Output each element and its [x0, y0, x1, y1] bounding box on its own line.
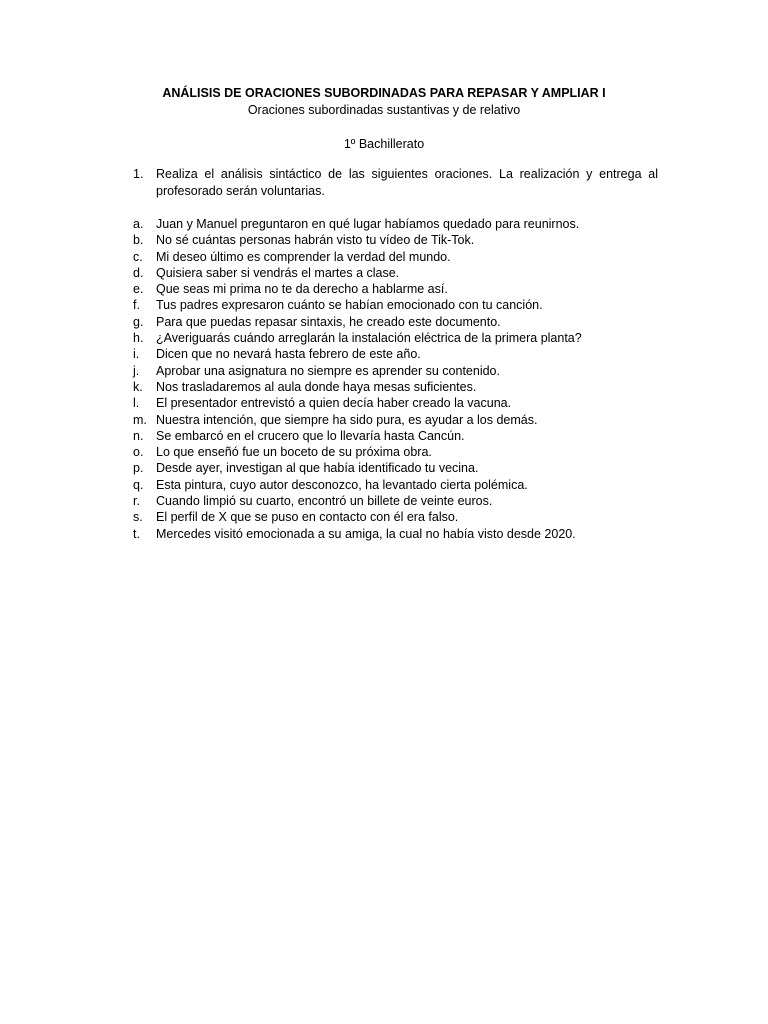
list-item — [133, 346, 658, 362]
list-item-letter: r. — [133, 494, 140, 509]
list-item — [133, 281, 658, 297]
list-item-text: Para que puedas repasar sintaxis, he creado este documento. — [156, 314, 501, 329]
list-item-letter: e. — [133, 282, 144, 297]
list-item-text: Se embarcó en el crucero que lo llevaría hasta Cancún. — [156, 428, 465, 443]
list-item-text: El presentador entrevistó a quien decía haber creado la vacuna. — [156, 396, 512, 411]
list-item-text: El perfil de X que se puso en contacto con él era falso. — [156, 510, 459, 525]
list-item — [133, 477, 658, 493]
document-subtitle: Oraciones subordinadas sustantivas y de relativo — [247, 103, 521, 117]
list-item-letter: p. — [133, 461, 144, 476]
list-item — [133, 444, 658, 460]
list-item-letter: l. — [133, 396, 140, 411]
sentence-list — [133, 216, 658, 542]
list-item-letter: o. — [133, 445, 144, 460]
list-item — [133, 363, 658, 379]
list-item-letter: k. — [133, 379, 143, 394]
list-item — [133, 509, 658, 525]
list-item-letter: g. — [133, 314, 144, 329]
list-item-letter: h. — [133, 331, 144, 346]
list-item-letter: i. — [133, 347, 140, 362]
list-item-text: No sé cuántas personas habrán visto tu vídeo de Tik-Tok. — [156, 233, 475, 248]
list-item-letter: s. — [133, 510, 143, 525]
list-item — [133, 314, 658, 330]
list-item — [133, 428, 658, 444]
list-item-letter: d. — [133, 265, 144, 280]
list-item-text: Quisiera saber si vendrás el martes a clase. — [156, 265, 400, 280]
list-item-text: Juan y Manuel preguntaron en qué lugar habíamos quedado para reunirnos. — [156, 217, 580, 231]
list-item — [133, 249, 658, 265]
list-item-letter: j. — [133, 363, 140, 378]
list-item — [133, 526, 658, 542]
list-item-text: Cuando limpió su cuarto, encontró un billete de veinte euros. — [156, 494, 493, 509]
list-item-letter: m. — [133, 412, 147, 427]
list-item-text: Lo que enseñó fue un boceto de su próxima obra. — [156, 445, 432, 460]
list-item — [133, 297, 658, 313]
document-title: ANÁLISIS DE ORACIONES SUBORDINADAS PARA REPASAR Y AMPLIAR I — [162, 86, 606, 100]
list-item-text: Mercedes visitó emocionada a su amiga, la cual no había visto desde 2020. — [156, 526, 576, 541]
list-item — [133, 412, 658, 428]
list-item-text: Aprobar una asignatura no siempre es aprender su contenido. — [156, 363, 500, 378]
list-item-letter: t. — [133, 526, 140, 541]
list-item-text: Tus padres expresaron cuánto se habían emocionado con tu canción. — [156, 298, 543, 313]
instruction-number: 1. — [133, 167, 144, 181]
list-item-text: Desde ayer, investigan al que había identificado tu vecina. — [156, 461, 479, 476]
instruction — [133, 166, 658, 200]
document-header — [110, 84, 658, 153]
list-item-text: Dicen que no nevará hasta febrero de este año. — [156, 347, 421, 362]
list-item — [133, 330, 658, 346]
list-item-letter: n. — [133, 428, 144, 443]
list-item-text: ¿Averiguarás cuándo arreglarán la instalación eléctrica de la primera planta? — [156, 331, 582, 346]
instruction-text: Realiza el análisis sintáctico de las siguientes oraciones. La realización y entrega al profesorado serán voluntarias. — [156, 167, 658, 198]
course-label: 1º Bachillerato — [343, 137, 425, 151]
list-item-text: Esta pintura, cuyo autor desconozco, ha levantado cierta polémica. — [156, 477, 528, 492]
list-item-letter: f. — [133, 298, 140, 313]
list-item — [133, 493, 658, 509]
list-item-text: Mi deseo último es comprender la verdad del mundo. — [156, 249, 451, 264]
list-item-letter: b. — [133, 233, 144, 248]
list-item — [133, 232, 658, 248]
list-item-letter: a. — [133, 217, 144, 231]
list-item — [133, 216, 658, 232]
list-item — [133, 395, 658, 411]
list-item — [133, 379, 658, 395]
list-item — [133, 265, 658, 281]
list-item-text: Nuestra intención, que siempre ha sido pura, es ayudar a los demás. — [156, 412, 538, 427]
list-item — [133, 460, 658, 476]
list-item-letter: c. — [133, 249, 143, 264]
list-item-letter: q. — [133, 477, 144, 492]
list-item-text: Nos trasladaremos al aula donde haya mesas suficientes. — [156, 379, 477, 394]
list-item-text: Que seas mi prima no te da derecho a hablarme así. — [156, 282, 448, 297]
